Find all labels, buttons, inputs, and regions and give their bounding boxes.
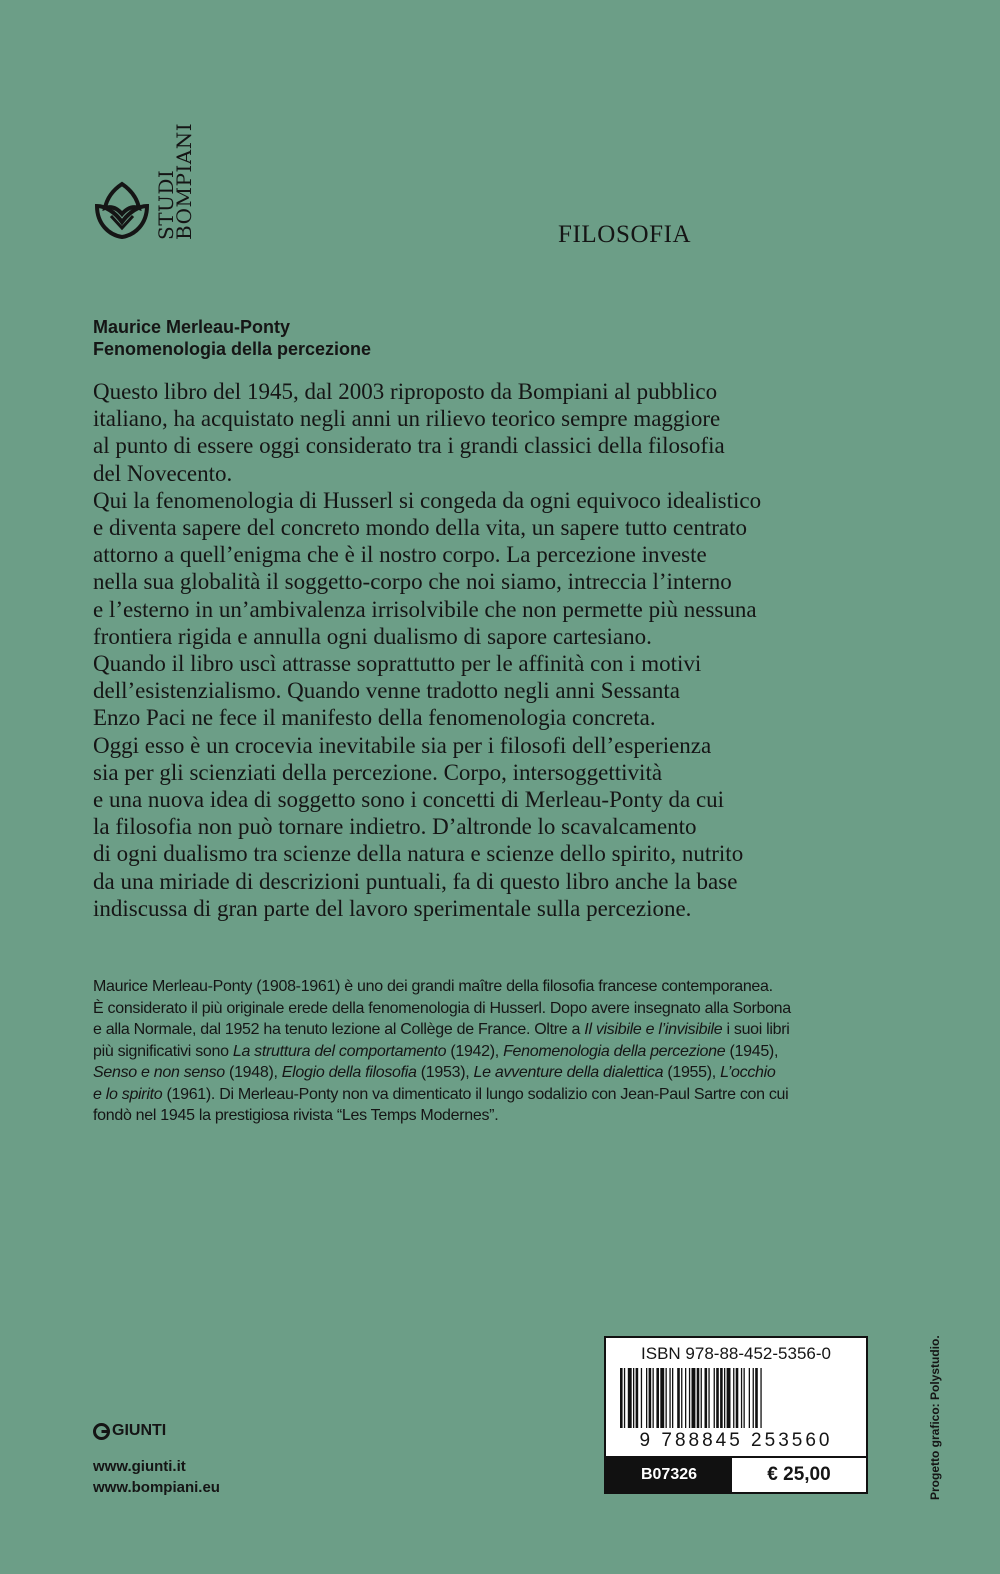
url-bompiani[interactable]: www.bompiani.eu xyxy=(93,1479,220,1496)
blurb-line: Qui la fenomenologia di Husserl si congeda da ogni equivoco idealistico xyxy=(93,487,762,513)
series-logo xyxy=(93,112,196,240)
bio-author-name: Maurice Merleau-Ponty xyxy=(93,978,253,995)
bio-book-title: La struttura del comportamento xyxy=(232,1042,447,1060)
ean-digits: 9 788845 253560 xyxy=(639,1430,833,1451)
bio-line xyxy=(93,1084,893,1106)
blurb-line: dell’esistenzialismo. Quando venne tradotto negli anni Sessanta xyxy=(93,678,680,704)
book-heading xyxy=(93,316,371,360)
blurb-line: Oggi esso è un crocevia inevitabile sia per i filosofi dell’esperienza xyxy=(93,732,712,758)
bio-book-title: Fenomenologia della percezione xyxy=(503,1042,726,1060)
blurb-line: italiano, ha acquistato negli anni un rilievo teorico sempre maggiore xyxy=(93,406,721,432)
bio-book-title: e lo spirito xyxy=(93,1085,163,1103)
bio-line xyxy=(93,1019,893,1041)
blurb-line: Quando il libro uscì attrasse soprattutto per le affinità con i motivi xyxy=(93,651,702,677)
blurb-line: del Novecento. xyxy=(93,460,233,486)
series-line-1: STUDI xyxy=(154,169,178,240)
publisher-logo xyxy=(93,1422,166,1440)
blurb-line: e diventa sapere del concreto mondo della vita, un sapere tutto centrato xyxy=(93,515,747,541)
bio-text: (1948), xyxy=(224,1064,282,1081)
bio-text: (1955), xyxy=(663,1064,721,1081)
bio-line xyxy=(93,1062,893,1084)
isbn-text: ISBN 978-88-452-5356-0 xyxy=(641,1344,831,1363)
bio-line xyxy=(93,976,893,998)
blurb-line: sia per gli scienziati della percezione. Corpo, intersoggettività xyxy=(93,759,663,785)
bio-text: (1953), xyxy=(416,1064,474,1081)
blurb-text xyxy=(93,378,883,922)
bio-book-title: Il visibile e l’invisibile xyxy=(584,1021,723,1038)
blurb-line: e l’esterno in un’ambivalenza irrisolvibile che non permette più nessuna xyxy=(93,596,757,622)
category-label: FILOSOFIA xyxy=(558,221,692,248)
blurb-line: Enzo Paci ne fece il manifesto della fenomenologia concreta. xyxy=(93,705,656,731)
blurb-line: e una nuova idea di soggetto sono i concetti di Merleau-Ponty da cui xyxy=(93,787,725,813)
series-name xyxy=(154,112,196,240)
author-bio xyxy=(93,976,893,1127)
bio-book-title: L’occhio xyxy=(720,1064,776,1081)
barcode-box xyxy=(604,1336,868,1494)
bio-text: (1945), xyxy=(725,1042,779,1060)
bio-text: (1961). Di Merleau-Ponty non va dimenticato il lungo sodalizio con Jean-Paul Sartre con cui xyxy=(162,1085,789,1103)
author-name: Maurice Merleau-Ponty xyxy=(93,317,291,337)
blurb-line: Questo libro del 1945, dal 2003 riproposto da Bompiani al pubblico xyxy=(93,379,718,404)
publisher-name: GIUNTI xyxy=(112,1422,167,1439)
blurb-line: nella sua globalità il soggetto-corpo che noi siamo, intreccia l’interno xyxy=(93,569,732,595)
blurb-line: la filosofia non può tornare indietro. D’altronde lo scavalcamento xyxy=(93,814,697,840)
lotus-shield-icon xyxy=(93,180,151,240)
bio-text: e alla Normale, dal 1952 ha tenuto lezione al Collège de France. Oltre a xyxy=(93,1021,585,1038)
bio-text: più significativi sono xyxy=(93,1042,233,1060)
blurb-line: al punto di essere oggi considerato tra i grandi classici della filosofia xyxy=(93,433,725,459)
blurb-line: di ogni dualismo tra scienze della natura e scienze dello spirito, nutrito xyxy=(93,841,744,867)
url-giunti[interactable]: www.giunti.it xyxy=(93,1458,186,1475)
blurb-line: da una miriade di descrizioni puntuali, fa di questo libro anche la base xyxy=(93,868,738,894)
bio-line xyxy=(93,1041,893,1063)
bio-line: fondò nel 1945 la prestigiosa rivista “Les Temps Modernes”. xyxy=(93,1107,499,1124)
design-credit: Progetto grafico: Polystudio. xyxy=(928,1335,942,1500)
bio-line: È considerato il più originale erede della fenomenologia di Husserl. Dopo avere insegnato alla Sorbona xyxy=(93,999,791,1017)
blurb-line: indiscussa di gran parte del lavoro sperimentale sulla percezione. xyxy=(93,895,692,921)
series-line-2: BOMPIANI xyxy=(172,122,196,240)
price: € 25,00 xyxy=(767,1464,831,1485)
bio-text: (1942), xyxy=(446,1042,504,1060)
product-code: B07326 xyxy=(606,1458,732,1492)
bio-book-title: Elogio della filosofia xyxy=(281,1064,417,1081)
barcode-bars xyxy=(620,1368,852,1432)
giunti-logo-icon xyxy=(93,1423,110,1440)
blurb-line: attorno a quell’enigma che è il nostro corpo. La percezione investe xyxy=(93,542,707,568)
bio-book-title: Senso e non senso xyxy=(93,1064,225,1081)
blurb-line: frontiera rigida e annulla ogni dualismo di sapore cartesiano. xyxy=(93,623,652,649)
bio-book-title: Le avventure della dialettica xyxy=(473,1064,664,1081)
bio-text: i suoi libri xyxy=(722,1021,790,1038)
bio-text: (1908-1961) è uno dei grandi maître della filosofia francese contemporanea. xyxy=(252,978,773,995)
book-title: Fenomenologia della percezione xyxy=(93,339,372,359)
price-row xyxy=(606,1456,866,1492)
publisher-urls xyxy=(93,1456,220,1498)
